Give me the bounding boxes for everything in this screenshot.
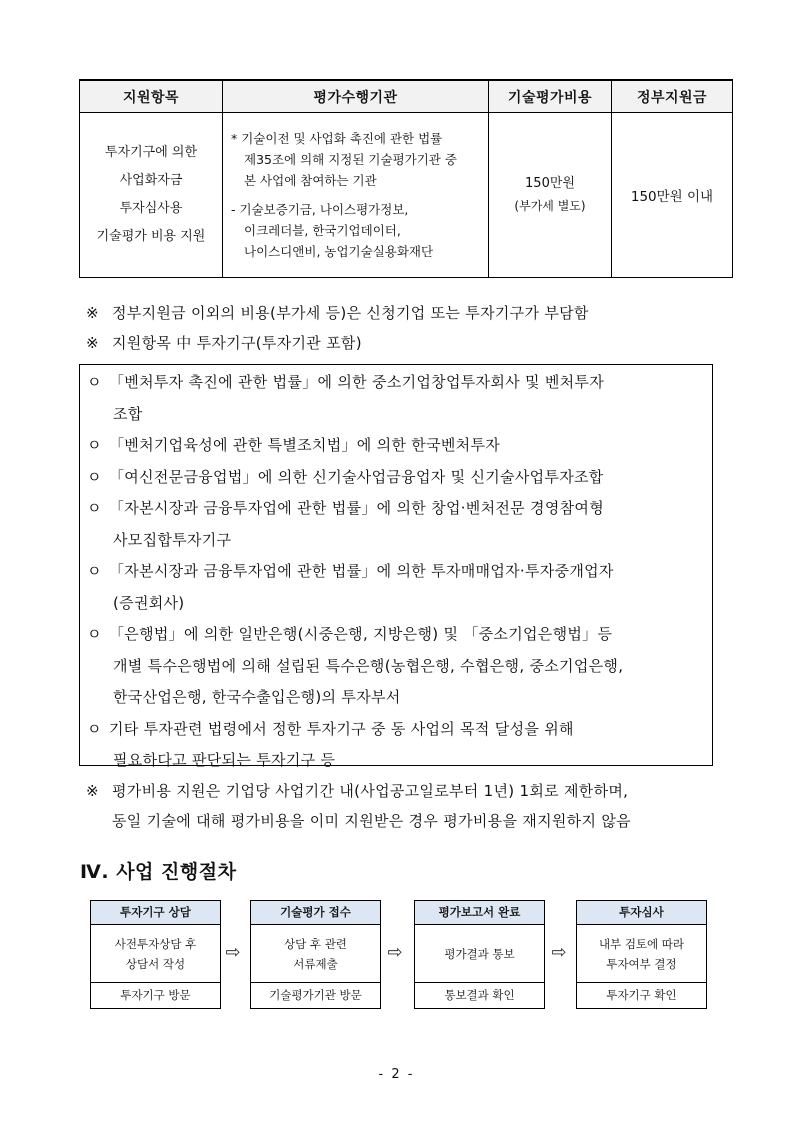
agency-line: 본 사업에 참여하는 기관 (244, 173, 377, 188)
step-body: 사전투자상담 후 상담서 작성 (91, 925, 220, 983)
step-footer: 투자기구 확인 (606, 988, 677, 1002)
list-item: ㅇ 기타 투자관련 법령에서 정한 투자기구 중 동 사업의 목적 달성을 위해 (87, 714, 712, 746)
investor-list-box (79, 364, 713, 769)
bullet: ㅇ (87, 467, 102, 486)
list-item: ㅇ 「여신전문금융업법」에 의한 신기술사업금융업자 및 신기술사업투자조합 (87, 462, 712, 494)
step-body: 내부 검토에 따라 투자여부 결정 (577, 925, 706, 983)
agency-line: 나이스디앤비, 농업기술실용화재단 (244, 244, 434, 259)
note-cost-burden (86, 298, 589, 328)
list-item-continuation: 개별 특수은행법에 의해 설립된 특수은행(농협은행, 수협은행, 중소기업은행, (113, 656, 624, 675)
step-body: 평가결과 통보 (415, 925, 544, 983)
header-evaluation-cost: 기술평가비용 (489, 80, 612, 113)
right-arrow-icon: ⇨ (387, 942, 403, 963)
bullet: ㅇ (87, 562, 102, 580)
agency-line: 제35조에 의해 지정된 기술평가기관 중 (244, 152, 457, 167)
header-support-item: 지원항목 (80, 80, 223, 113)
page-number: - 2 - (378, 1067, 415, 1082)
step-title: 투자기구 상담 (91, 901, 220, 925)
process-step-review (576, 900, 707, 1009)
note-text: 평가비용 지원은 기업당 사업기간 내(사업공고일로부터 1년) 1회로 제한하며, (112, 782, 629, 800)
bullet: ㅇ (87, 436, 102, 454)
note-text: 정부지원금 이외의 비용(부가세 등)은 신청기업 또는 투자기구가 부담함 (112, 304, 589, 322)
agency-line: - 기술보증기금, 나이스평가정보, (231, 202, 409, 217)
table-row (80, 113, 733, 278)
list-item-continuation: 필요하다고 판단되는 투자기구 등 (113, 751, 336, 769)
support-item-line: 투자기구에 의한 (104, 145, 198, 160)
support-item-line: 사업화자금 (119, 173, 183, 188)
list-item-continuation: 사모집합투자기구 (113, 530, 232, 549)
step-body: 상담 후 관련 서류제출 (251, 925, 380, 983)
list-item-continuation: (증권회사) (113, 593, 185, 612)
agency-cell (223, 113, 489, 278)
agency-line: 이크레더블, 한국기업데이터, (244, 223, 401, 238)
support-table (79, 79, 733, 278)
cost-note: (부가세 별도) (514, 199, 586, 213)
list-item-continuation: 한국산업은행, 한국수출입은행)의 투자부서 (113, 688, 401, 706)
list-item: ㅇ 「벤처기업육성에 관한 특별조치법」에 의한 한국벤처투자 (87, 430, 712, 462)
list-item: ㅇ 「자본시장과 금융투자업에 관한 법률」에 의한 투자매매업자·투자중개업자 (87, 556, 712, 588)
table-header-row (80, 80, 733, 113)
cost-value: 150만원 (525, 176, 575, 191)
note-text: 지원항목 中 투자기구(투자기관 포함) (112, 334, 362, 352)
section-title: Ⅳ. 사업 진행절차 (80, 861, 237, 883)
list-item-continuation: 조합 (113, 404, 143, 423)
bullet: ㅇ (87, 719, 102, 738)
support-item-cell (80, 113, 223, 278)
list-item: ㅇ 「은행법」에 의한 일반은행(시중은행, 지방은행) 및 「중소기업은행법」등 (87, 619, 712, 651)
reference-mark: ※ (86, 334, 99, 352)
process-step-consultation (90, 900, 221, 1009)
step-footer: 통보결과 확인 (444, 988, 515, 1002)
note-evaluation-limit (86, 776, 726, 836)
agency-line: * 기술이전 및 사업화 촉진에 관한 법률 (231, 131, 443, 146)
reference-mark: ※ (86, 304, 99, 322)
right-arrow-icon: ⇨ (225, 942, 241, 963)
bullet: ㅇ (87, 499, 102, 517)
reference-mark: ※ (86, 782, 99, 800)
support-item-line: 투자심사용 (119, 201, 183, 216)
note-investor-scope (86, 328, 362, 358)
bullet: ㅇ (87, 373, 102, 391)
header-gov-support: 정부지원금 (612, 80, 733, 113)
gov-support-cell: 150만원 이내 (612, 113, 733, 278)
process-step-report (414, 900, 545, 1009)
step-footer: 투자기구 방문 (120, 988, 191, 1002)
support-item-line: 기술평가 비용 지원 (96, 229, 206, 244)
step-title: 평가보고서 완료 (415, 901, 544, 925)
step-title: 투자심사 (577, 901, 706, 925)
step-footer: 기술평가기관 방문 (269, 988, 362, 1002)
right-arrow-icon: ⇨ (551, 942, 567, 963)
header-evaluation-agency: 평가수행기관 (223, 80, 489, 113)
process-step-submission (250, 900, 381, 1009)
list-item: ㅇ 「벤처투자 촉진에 관한 법률」에 의한 중소기업창업투자회사 및 벤처투자 (87, 367, 712, 399)
bullet: ㅇ (87, 625, 102, 643)
cost-cell (489, 113, 612, 278)
note-text-continuation: 동일 기술에 대해 평가비용을 이미 지원받은 경우 평가비용을 재지원하지 않음 (112, 812, 631, 830)
step-title: 기술평가 접수 (251, 901, 380, 925)
list-item: ㅇ 「자본시장과 금융투자업에 관한 법률」에 의한 창업·벤처전문 경영참여형 (87, 493, 712, 525)
